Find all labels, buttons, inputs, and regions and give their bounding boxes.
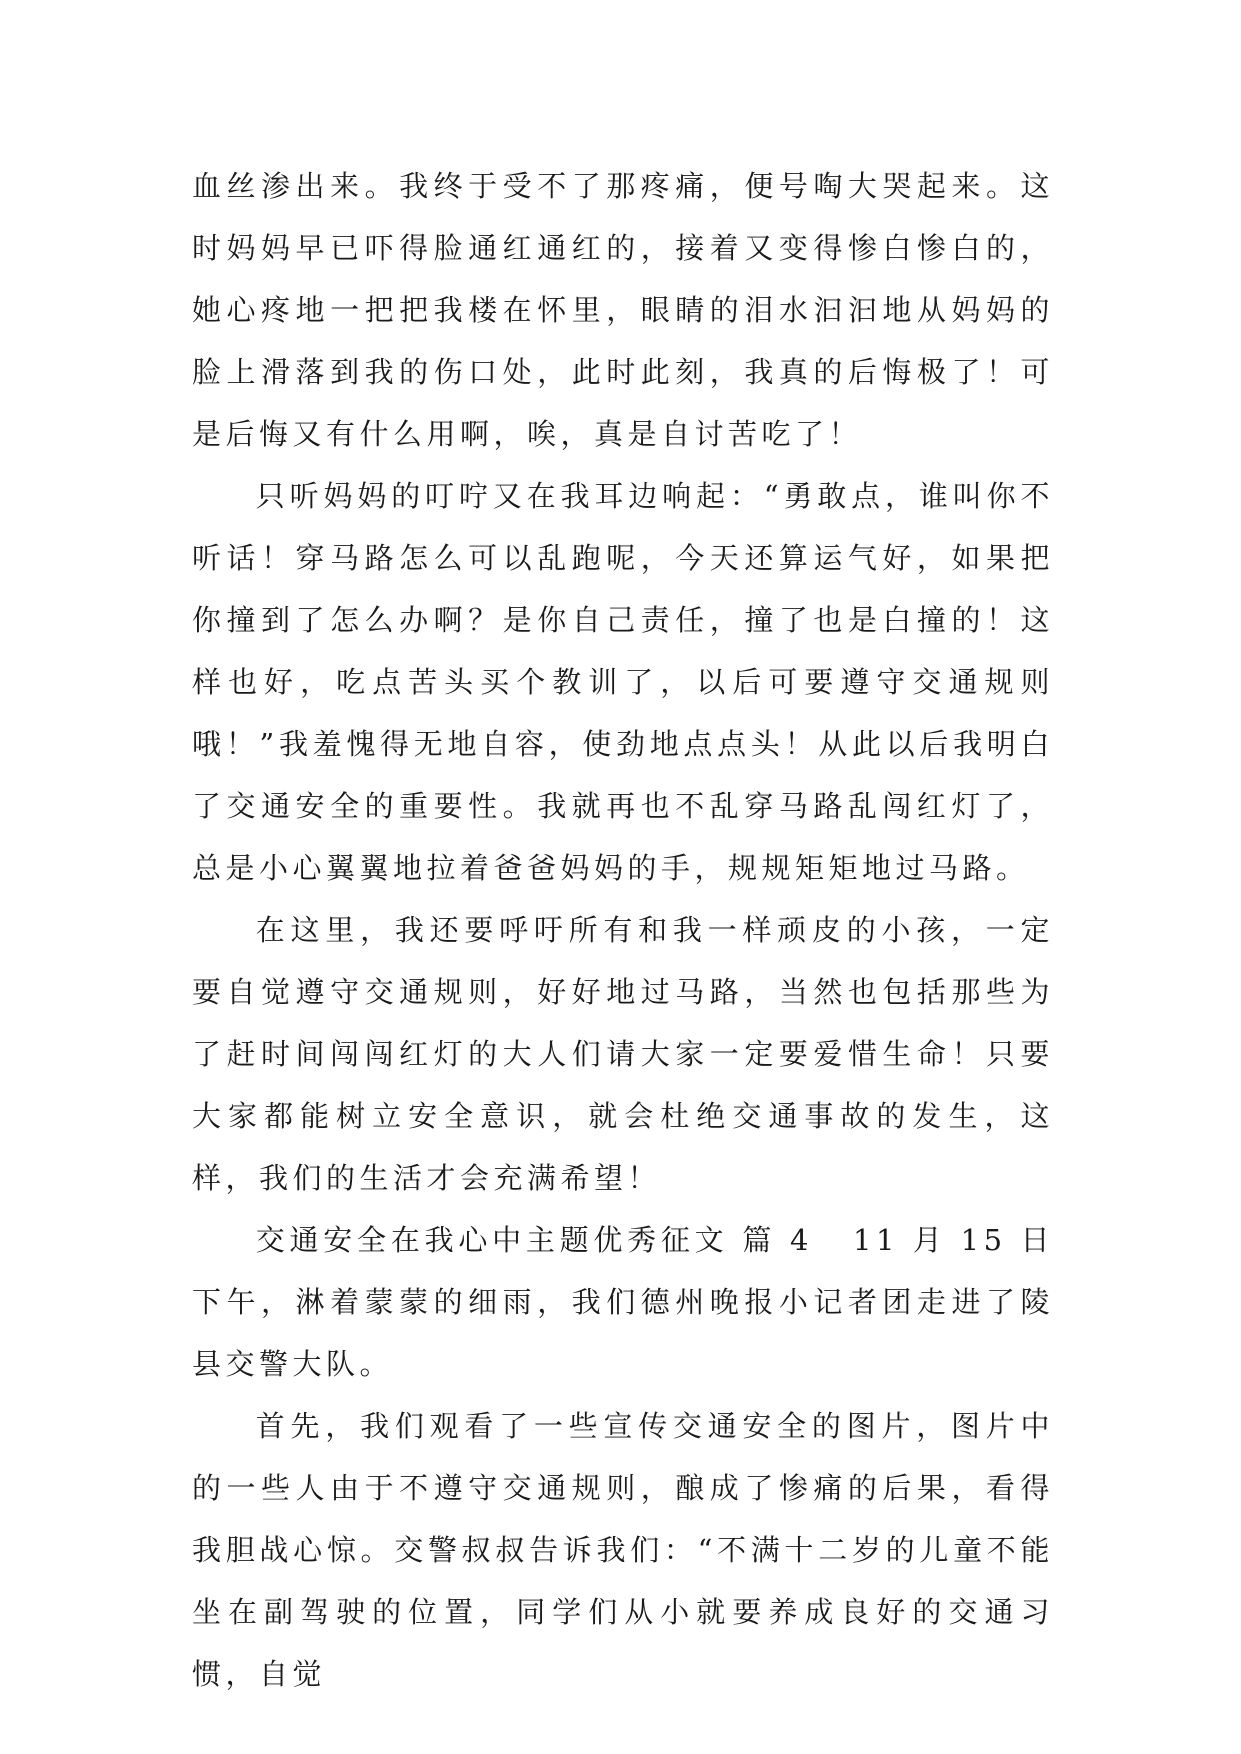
section-heading: 交通安全在我心中主题优秀征文 篇 4 xyxy=(255,1223,814,1257)
paragraph-1: 血丝渗出来。我终于受不了那疼痛，便号啕大哭起来。这时妈妈早已吓得脸通红通红的，接着又变得惨白惨白的，她心疼地一把把我楼在怀里，眼睛的泪水汩汩地从妈妈的脸上滑落到我的伤口处，此时此刻，我真的后悔极了！可是后悔又有什么用啊，唉，真是自讨苦吃了！ xyxy=(192,169,1054,451)
paragraph-5: 首先，我们观看了一些宣传交通安全的图片，图片中的一些人由于不遵守交通规则，酿成了惨痛的后果，看得我胆战心惊。交警叔叔告诉我们：“不满十二岁的儿童不能坐在副驾驶的位置，同学们从小就要养成良好的交通习惯，自觉 xyxy=(192,1409,1054,1691)
paragraph-3: 在这里，我还要呼吁所有和我一样顽皮的小孩，一定要自觉遵守交通规则，好好地过马路，当然也包括那些为了赶时间闯闯红灯的大人们请大家一定要爱惜生命！只要大家都能树立安全意识，就会杜绝交通事故的发生，这样，我们的生活才会充满希望！ xyxy=(192,913,1054,1195)
paragraph-2: 只听妈妈的叮咛又在我耳边响起：“勇敢点，谁叫你不听话！穿马路怎么可以乱跑呢，今天还算运气好，如果把你撞到了怎么办啊？是你自己责任，撞了也是白撞的！这样也好，吃点苦头买个教训了，以后可要遵守交通规则哦！”我羞愧得无地自容，使劲地点点头！从此以后我明白了交通安全的重要性。我就再也不乱穿马路乱闯红灯了，总是小心翼翼地拉着爸爸妈妈的手，规规矩矩地过马路。 xyxy=(192,479,1054,885)
paragraph-4-text: 11 月 15 日下午，淋着蒙蒙的细雨，我们德州晚报小记者团走进了陵县交警大队。 xyxy=(192,1223,1054,1381)
paragraph-4 xyxy=(192,1209,1054,1395)
document-body xyxy=(192,155,1054,1705)
